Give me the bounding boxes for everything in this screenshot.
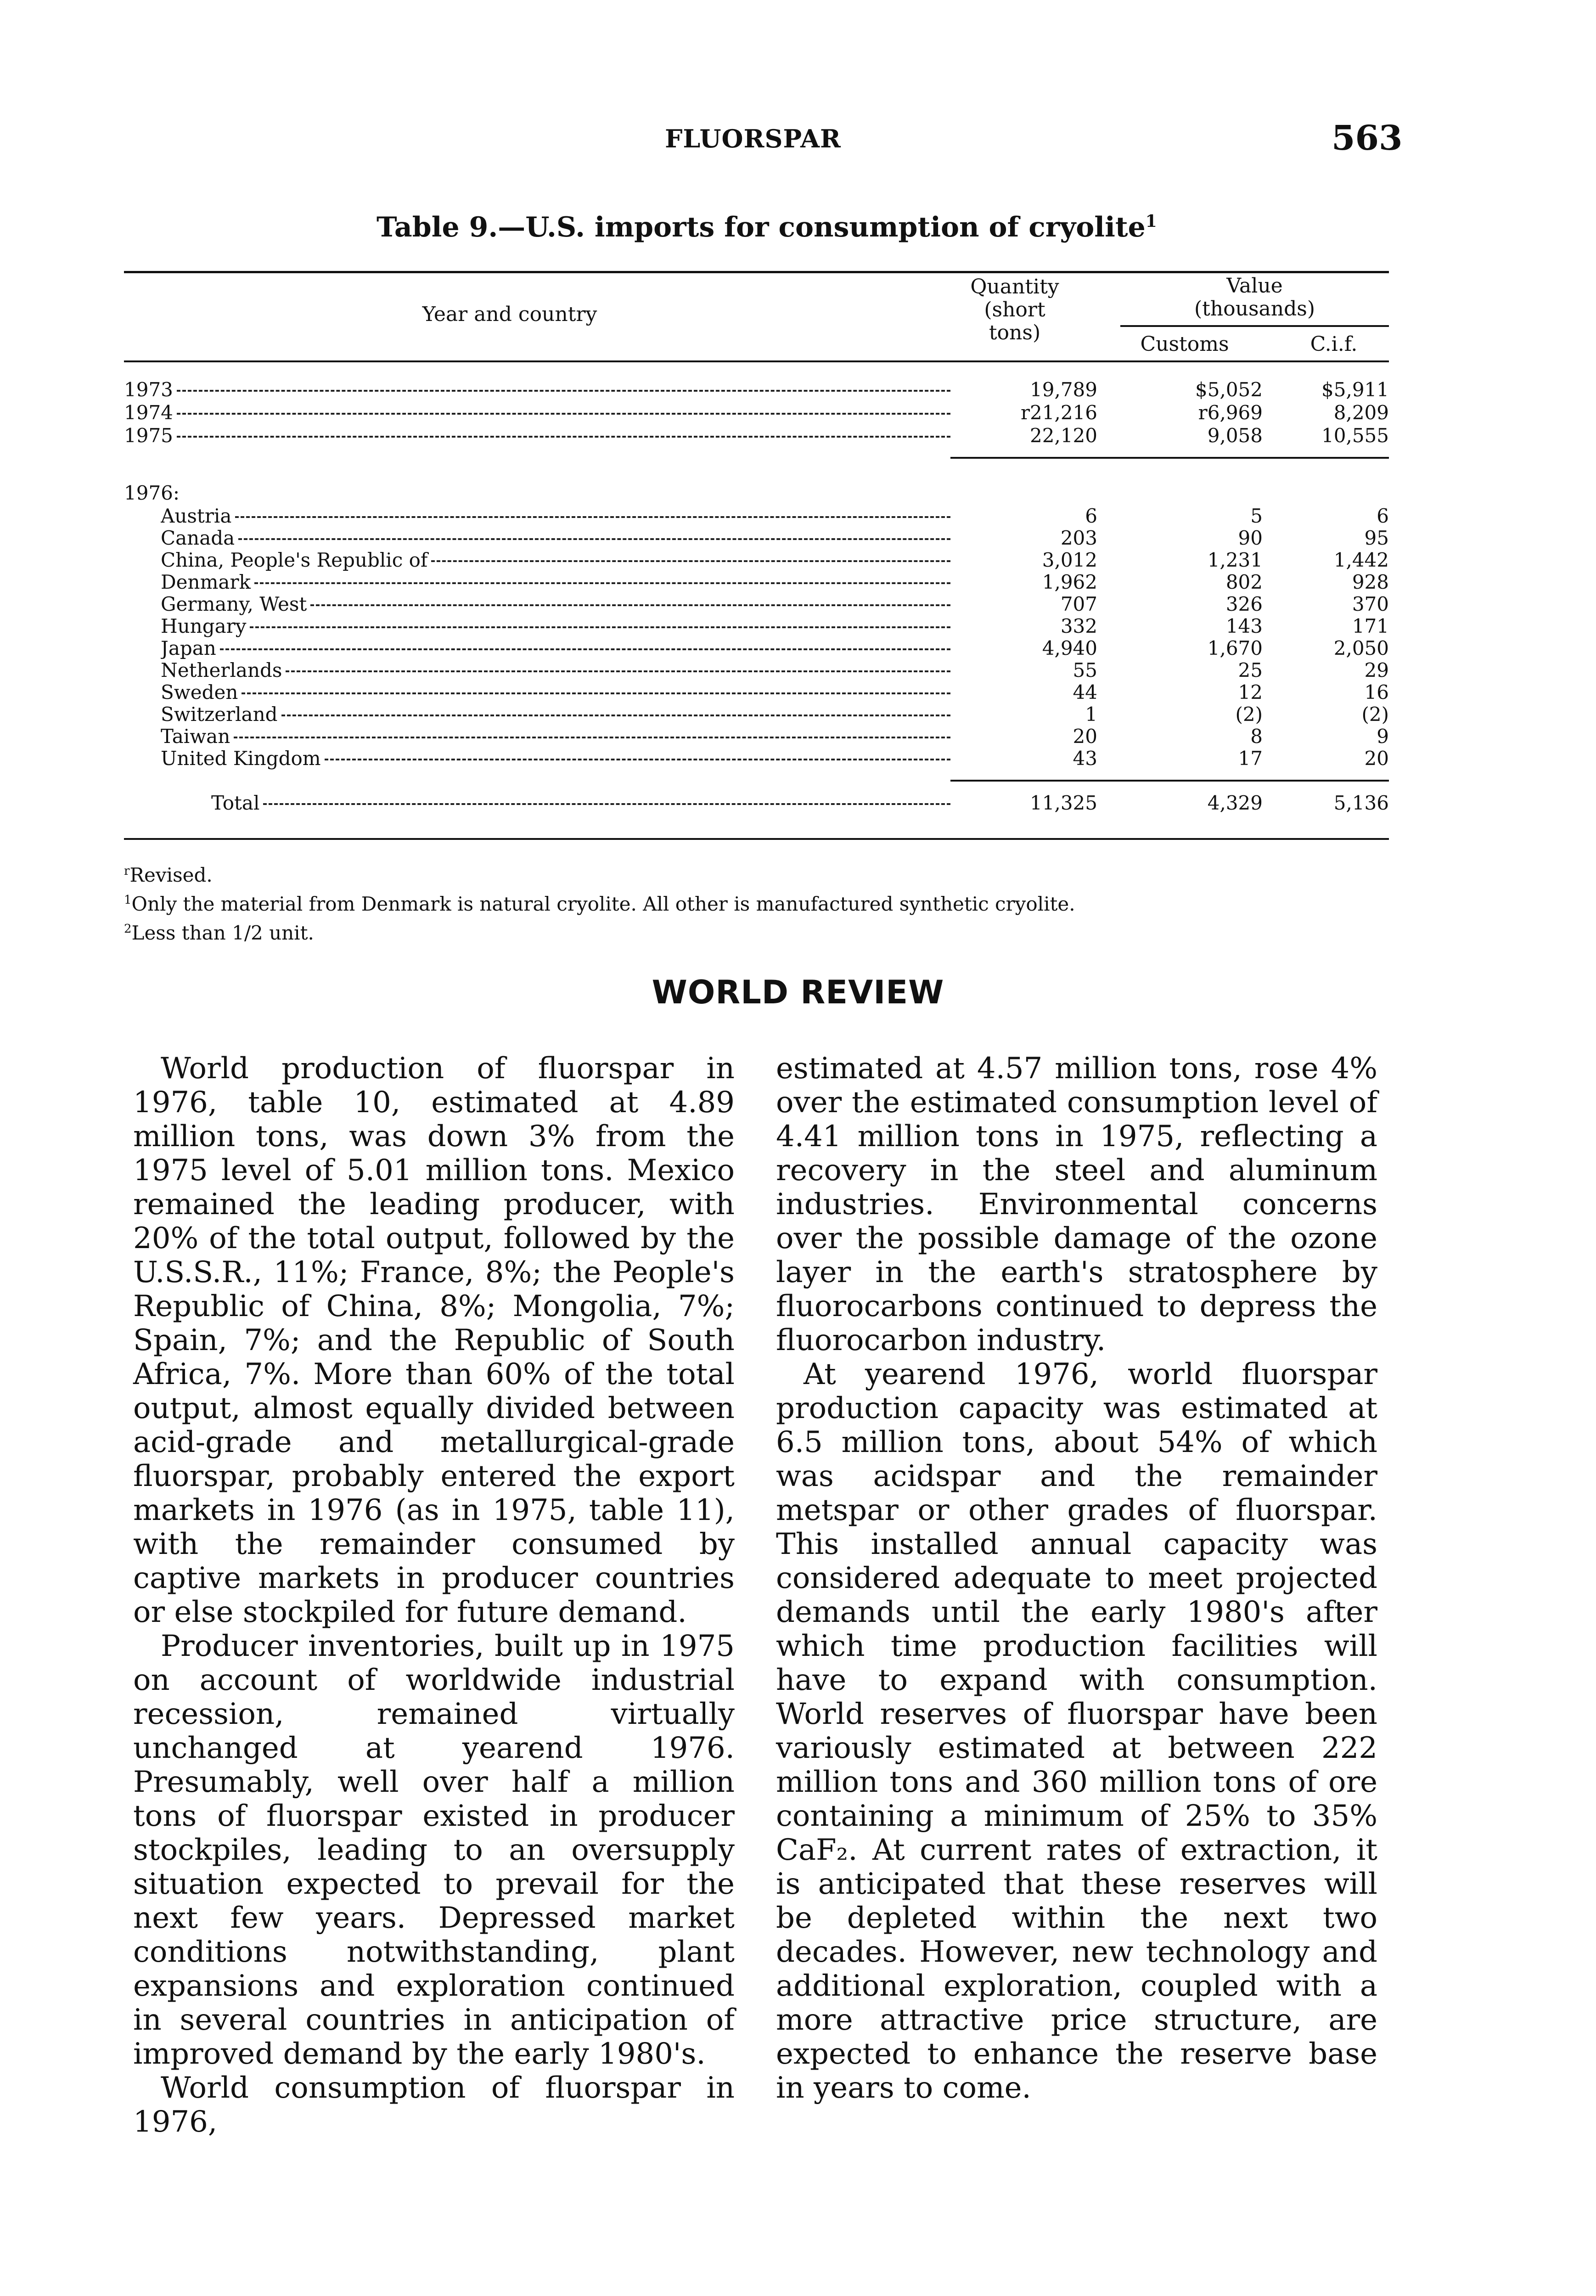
- cell-quantity: 11,325: [1030, 792, 1097, 814]
- row-label: 1974: [124, 402, 173, 424]
- group-label: 1976:: [124, 482, 180, 504]
- cell-customs: 90: [1238, 527, 1263, 549]
- cell-cif: 171: [1352, 615, 1389, 637]
- footnote: [124, 917, 1364, 945]
- footnote-text: Less than 1/2 unit.: [131, 922, 314, 944]
- table-row: [124, 549, 1389, 571]
- cell-cif: 10,555: [1321, 424, 1389, 447]
- paragraph: World consumption of fluorspar in 1976,: [133, 2071, 735, 2139]
- table-row: [124, 726, 1389, 748]
- cell-cif: 2,050: [1333, 637, 1389, 659]
- right-column: [776, 1052, 1377, 2105]
- footnote: [124, 859, 1364, 888]
- cell-customs: 12: [1238, 681, 1263, 703]
- cell-cif: 20: [1364, 747, 1389, 770]
- cell-quantity: 6: [1085, 505, 1097, 527]
- row-label: Canada: [161, 527, 235, 549]
- cell-customs: 17: [1238, 747, 1263, 770]
- cell-quantity: 44: [1073, 681, 1097, 703]
- header-quantity: [946, 276, 1084, 344]
- cell-cif: 928: [1352, 571, 1389, 593]
- row-label: Austria: [161, 505, 232, 527]
- value-header-rule: [1120, 325, 1389, 327]
- cell-cif: (2): [1361, 703, 1389, 726]
- cell-cif: 6: [1377, 505, 1389, 527]
- table-top-rule: [124, 271, 1389, 273]
- table-title-note-ref: 1: [1145, 212, 1157, 231]
- cell-customs: 1,670: [1207, 637, 1263, 659]
- left-column: [133, 1052, 735, 2139]
- header-customs: Customs: [1140, 332, 1229, 356]
- table-row: [124, 681, 1389, 703]
- cell-customs: (2): [1235, 703, 1263, 726]
- cell-quantity: 20: [1073, 725, 1097, 748]
- header-value-line1: Value: [1226, 274, 1283, 298]
- cell-quantity: 4,940: [1042, 637, 1097, 659]
- table-row: [124, 527, 1389, 549]
- row-label: 1975: [124, 425, 173, 447]
- table-title-text: Table 9.—U.S. imports for consumption of cryolite: [377, 211, 1146, 243]
- paragraph: Producer inventories, built up in 1975 on account of worldwide industrial recession, remained virtually unchanged at yearend 1976. Presumably, well over half a million tons of fluorspar existed in producer stockpiles, leading to an oversupply situation expected to prevail for the next few years. Depressed market conditions notwithstanding, plant expansions and exploration continued in several countries in anticipation of improved demand by the early 1980's.: [133, 1629, 735, 2071]
- countries-bottom-rule: [950, 780, 1389, 782]
- cell-quantity: 55: [1073, 659, 1097, 681]
- footnote-mark: 1: [124, 893, 132, 907]
- page-number: 563: [1332, 118, 1403, 158]
- cell-cif: 370: [1352, 593, 1389, 615]
- footnote-text: Revised.: [129, 864, 213, 886]
- row-label: Netherlands: [161, 659, 282, 681]
- cell-cif: 9: [1377, 725, 1389, 748]
- cell-quantity: 203: [1060, 527, 1097, 549]
- cell-customs: 5: [1250, 505, 1263, 527]
- header-quantity-line2: (short: [984, 298, 1045, 321]
- cell-cif: 16: [1364, 681, 1389, 703]
- footnote-text: Only the material from Denmark is natural cryolite. All other is manufactured synthetic cryolite.: [131, 893, 1075, 915]
- cell-quantity: 43: [1073, 747, 1097, 770]
- footnote-mark: 2: [124, 922, 132, 936]
- header-value: [1120, 275, 1389, 321]
- row-label: Sweden: [161, 681, 238, 703]
- cell-quantity: 3,012: [1042, 549, 1097, 571]
- table-row: [124, 593, 1389, 615]
- table-row: [124, 402, 1389, 424]
- cell-quantity: 332: [1060, 615, 1097, 637]
- table-row: [124, 659, 1389, 681]
- cell-cif: 8,209: [1333, 401, 1389, 424]
- cell-quantity: 22,120: [1030, 424, 1097, 447]
- footnote-mark: r: [124, 864, 130, 878]
- paragraph: At yearend 1976, world fluorspar production capacity was estimated at 6.5 million tons, about 54% of which was acidspar and the remainder metspar or other grades of fluorspar. This installed annual capacity was considered adequate to meet projected demands until the early 1980's after which time production facilities will have to expand with consumption. World reserves of fluorspar have been variously estimated at between 222 million tons and 360 million tons of ore containing a minimum of 25% to 35% CaF₂. At current rates of extraction, it is anticipated that these reserves will be depleted within the next two decades. However, new technology and additional exploration, coupled with a more attractive price structure, are expected to enhance the reserve base in years to come.: [776, 1357, 1377, 2105]
- cell-customs: 326: [1225, 593, 1263, 615]
- years-bottom-rule: [950, 457, 1389, 459]
- table-total-row: [124, 792, 1389, 814]
- cell-customs: 9,058: [1207, 424, 1263, 447]
- cell-customs: 1,231: [1207, 549, 1263, 571]
- cell-cif: 95: [1364, 527, 1389, 549]
- header-bottom-rule: [124, 360, 1389, 362]
- group-label-row: [124, 482, 1389, 504]
- row-label: Denmark: [161, 571, 251, 593]
- row-label: Total: [211, 792, 260, 814]
- row-label: 1973: [124, 379, 173, 401]
- table-row: [124, 615, 1389, 637]
- table-bottom-rule: [124, 838, 1389, 840]
- footnote: [124, 888, 1364, 917]
- cell-customs: 25: [1238, 659, 1263, 681]
- section-heading: WORLD REVIEW: [652, 974, 944, 1011]
- row-label: Taiwan: [161, 726, 230, 748]
- header-quantity-line3: tons): [989, 321, 1041, 344]
- table-row: [124, 703, 1389, 726]
- cell-quantity: 1,962: [1042, 571, 1097, 593]
- cell-cif: 1,442: [1333, 549, 1389, 571]
- header-year-country: Year and country: [422, 303, 597, 326]
- table-row: [124, 748, 1389, 770]
- table-footnotes: [124, 859, 1364, 945]
- table-row: [124, 505, 1389, 527]
- table-row: [124, 379, 1389, 401]
- table-title: [377, 211, 1157, 243]
- row-label: Japan: [161, 637, 216, 659]
- cell-customs: 8: [1250, 725, 1263, 748]
- cell-cif: $5,911: [1321, 378, 1389, 401]
- cell-customs: r6,969: [1198, 401, 1263, 424]
- cell-customs: 4,329: [1207, 792, 1263, 814]
- header-value-line2: (thousands): [1194, 297, 1315, 321]
- header-quantity-line1: Quantity: [970, 275, 1059, 298]
- row-label: Germany, West: [161, 593, 307, 615]
- row-label: Hungary: [161, 615, 247, 637]
- cell-customs: $5,052: [1195, 378, 1263, 401]
- cell-quantity: r21,216: [1020, 401, 1097, 424]
- running-title: FLUORSPAR: [665, 124, 841, 153]
- cell-cif: 29: [1364, 659, 1389, 681]
- cell-customs: 802: [1225, 571, 1263, 593]
- cell-quantity: 19,789: [1030, 378, 1097, 401]
- cell-cif: 5,136: [1333, 792, 1389, 814]
- table-row: [124, 425, 1389, 447]
- paragraph: estimated at 4.57 million tons, rose 4% over the estimated consumption level of 4.41 million tons in 1975, reflecting a recovery in the steel and aluminum industries. Environmental concerns over the possible damage of the ozone layer in the earth's stratosphere by fluorocarbons continued to depress the fluorocarbon industry.: [776, 1052, 1377, 1357]
- cell-quantity: 707: [1060, 593, 1097, 615]
- cell-quantity: 1: [1085, 703, 1097, 726]
- table-row: [124, 571, 1389, 593]
- row-label: China, People's Republic of: [161, 549, 428, 571]
- row-label: United Kingdom: [161, 748, 321, 770]
- row-label: Switzerland: [161, 703, 278, 726]
- paragraph: World production of fluorspar in 1976, table 10, estimated at 4.89 million tons, was down 3% from the 1975 level of 5.01 million tons. Mexico remained the leading producer, with 20% of the total output, followed by the U.S.S.R., 11%; France, 8%; the People's Republic of China, 8%; Mongolia, 7%; Spain, 7%; and the Republic of South Africa, 7%. More than 60% of the total output, almost equally divided between acid-grade and metallurgical-grade fluorspar, probably entered the export markets in 1976 (as in 1975, table 11), with the remainder consumed by captive markets in producer countries or else stockpiled for future demand.: [133, 1052, 735, 1629]
- header-cif: C.i.f.: [1310, 332, 1358, 356]
- table-row: [124, 637, 1389, 659]
- cell-customs: 143: [1225, 615, 1263, 637]
